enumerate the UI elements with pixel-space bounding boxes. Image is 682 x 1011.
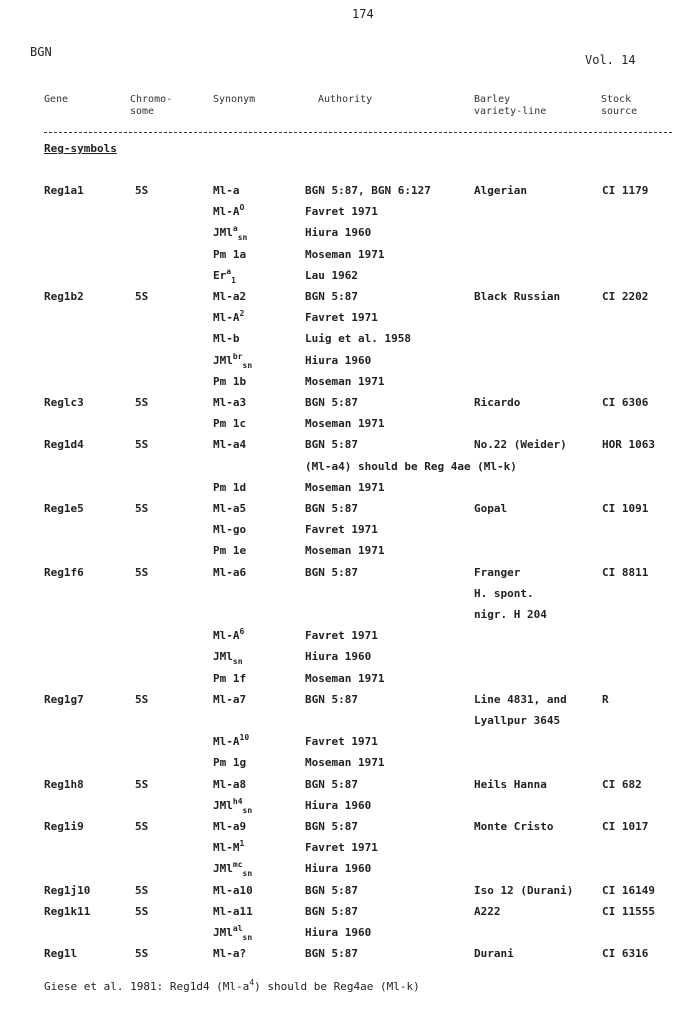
synonym-text: Pm 1e <box>213 544 247 557</box>
authority-cell: BGN 5:87, BGN 6:127 <box>305 184 431 197</box>
authority-cell: Hiura 1960 <box>305 226 372 239</box>
variety-cell: Lyallpur 3645 <box>474 714 561 727</box>
synonym-superscript: 1 <box>239 839 245 848</box>
stock-source-cell: CI 1179 <box>602 184 649 197</box>
gene-symbol: Reg1e5 <box>44 502 84 515</box>
variety-cell: Monte Cristo <box>474 820 554 833</box>
authority-cell: Favret 1971 <box>305 311 378 324</box>
synonym-text: JMl <box>213 799 233 812</box>
synonym-text: Ml-M <box>213 841 240 854</box>
synonym-cell <box>213 481 246 494</box>
chromosome-cell: 5S <box>135 693 149 706</box>
synonym-cell <box>213 650 243 666</box>
synonym-cell <box>213 267 236 285</box>
col-synonym-header: Synonym <box>213 94 256 105</box>
synonym-cell <box>213 375 246 388</box>
synonym-cell <box>213 544 246 557</box>
variety-cell: Durani <box>474 947 514 960</box>
authority-cell: BGN 5:87 <box>305 290 358 303</box>
synonym-superscript: a <box>232 224 238 233</box>
page-number: 174 <box>352 7 374 21</box>
authority-cell: Luig et al. 1958 <box>305 332 411 345</box>
synonym-cell <box>213 502 246 515</box>
synonym-text: Ml-a7 <box>213 693 247 706</box>
col-variety-header <box>474 94 546 118</box>
synonym-cell <box>213 290 246 303</box>
synonym-superscript: 10 <box>239 733 250 742</box>
gene-symbol: Reg1k11 <box>44 905 91 918</box>
synonym-text: Ml-A <box>213 735 240 748</box>
gene-symbol: Reglc3 <box>44 396 84 409</box>
authority-cell: Moseman 1971 <box>305 248 385 261</box>
synonym-cell <box>213 184 240 197</box>
synonym-cell <box>213 841 244 854</box>
gene-symbol: Reg1j10 <box>44 884 91 897</box>
variety-cell: Black Russian <box>474 290 561 303</box>
chromosome-cell: 5S <box>135 290 149 303</box>
variety-cell: Ricardo <box>474 396 521 409</box>
synonym-cell <box>213 523 246 536</box>
synonym-superscript: h4 <box>232 797 243 806</box>
footnote-suffix: ) should be Reg4ae (Ml-k) <box>254 980 420 993</box>
stock-source-cell: CI 2202 <box>602 290 649 303</box>
synonym-cell <box>213 311 244 324</box>
volume-label: Vol. 14 <box>585 53 636 67</box>
authority-cell: BGN 5:87 <box>305 947 358 960</box>
synonym-cell <box>213 756 246 769</box>
synonym-text: Pm 1b <box>213 375 247 388</box>
synonym-text: Ml-b <box>213 332 240 345</box>
synonym-subscript: sn <box>242 806 253 815</box>
footnote-prefix: Giese et al. 1981: Reg1d4 (Ml-a <box>44 980 250 993</box>
synonym-cell <box>213 332 240 345</box>
gene-symbol: Reg1l <box>44 947 78 960</box>
chromosome-cell: 5S <box>135 438 149 451</box>
synonym-cell <box>213 352 253 370</box>
synonym-text: Ml-A <box>213 311 240 324</box>
synonym-cell <box>213 205 244 218</box>
stock-source-cell: CI 1017 <box>602 820 649 833</box>
gene-symbol: Reg1i9 <box>44 820 84 833</box>
authority-cell: BGN 5:87 <box>305 438 358 451</box>
header-rule <box>44 132 672 133</box>
synonym-cell <box>213 778 246 791</box>
authority-cell: Favret 1971 <box>305 523 378 536</box>
authority-cell: BGN 5:87 <box>305 820 358 833</box>
synonym-cell <box>213 735 249 748</box>
authority-cell: Favret 1971 <box>305 205 378 218</box>
synonym-cell <box>213 248 246 261</box>
authority-cell: Hiura 1960 <box>305 799 372 812</box>
stock-source-cell: CI 11555 <box>602 905 655 918</box>
synonym-text: Pm 1d <box>213 481 247 494</box>
stock-source-cell: CI 8811 <box>602 566 649 579</box>
synonym-superscript: al <box>232 924 243 933</box>
col-stock-header <box>601 94 637 118</box>
authority-cell: Hiura 1960 <box>305 650 372 663</box>
synonym-subscript: sn <box>242 933 253 942</box>
journal-abbrev: BGN <box>30 45 52 59</box>
synonym-text: Ml-a? <box>213 947 247 960</box>
authority-cell: BGN 5:87 <box>305 396 358 409</box>
col-chromosome-header <box>130 94 172 118</box>
synonym-text: JMl <box>213 926 233 939</box>
stock-source-cell: CI 16149 <box>602 884 655 897</box>
synonym-superscript: 6 <box>239 627 245 636</box>
synonym-cell <box>213 924 253 942</box>
synonym-text: Ml-A <box>213 205 240 218</box>
synonym-text: Pm 1f <box>213 672 247 685</box>
col-variety-header-line2: variety-line <box>474 106 547 117</box>
authority-cell: Moseman 1971 <box>305 417 385 430</box>
synonym-text: JMl <box>213 226 233 239</box>
synonym-superscript: a <box>226 267 232 276</box>
variety-cell: Gopal <box>474 502 508 515</box>
synonym-cell <box>213 693 246 706</box>
authority-cell: Hiura 1960 <box>305 354 372 367</box>
chromosome-cell: 5S <box>135 396 149 409</box>
stock-source-cell: R <box>602 693 609 706</box>
col-chromosome-header-line1: Chromo- <box>130 94 173 105</box>
synonym-subscript: sn <box>232 657 243 666</box>
variety-cell: No.22 (Weider) <box>474 438 567 451</box>
stock-source-cell: CI 6316 <box>602 947 649 960</box>
variety-cell: nigr. H 204 <box>474 608 547 621</box>
synonym-text: Ml-a10 <box>213 884 253 897</box>
synonym-text: Pm 1g <box>213 756 247 769</box>
gene-symbol: Reg1f6 <box>44 566 84 579</box>
synonym-text: JMl <box>213 650 233 663</box>
authority-cell: Moseman 1971 <box>305 375 385 388</box>
synonym-text: Er <box>213 269 227 282</box>
synonym-cell <box>213 884 253 897</box>
authority-cell: Moseman 1971 <box>305 481 385 494</box>
chromosome-cell: 5S <box>135 947 149 960</box>
authority-cell: Moseman 1971 <box>305 672 385 685</box>
col-stock-header-line2: source <box>601 106 638 117</box>
authority-cell: BGN 5:87 <box>305 778 358 791</box>
stock-source-cell: CI 6306 <box>602 396 649 409</box>
chromosome-cell: 5S <box>135 566 149 579</box>
synonym-cell <box>213 860 253 878</box>
authority-cell: BGN 5:87 <box>305 566 358 579</box>
chromosome-cell: 5S <box>135 905 149 918</box>
synonym-cell <box>213 417 246 430</box>
variety-cell: Algerian <box>474 184 527 197</box>
gene-symbol: Reg1a1 <box>44 184 84 197</box>
stock-source-cell: HOR 1063 <box>602 438 655 451</box>
synonym-text: Ml-a <box>213 184 240 197</box>
variety-cell: A222 <box>474 905 501 918</box>
synonym-cell <box>213 797 253 815</box>
synonym-text: Ml-a5 <box>213 502 247 515</box>
variety-cell: Heils Hanna <box>474 778 547 791</box>
synonym-cell <box>213 947 246 960</box>
footnote <box>44 980 420 993</box>
synonym-subscript: sn <box>242 361 253 370</box>
authority-cell: Lau 1962 <box>305 269 358 282</box>
authority-cell: BGN 5:87 <box>305 502 358 515</box>
section-title: Reg-symbols <box>44 142 117 155</box>
col-chromosome-header-line2: some <box>130 106 155 117</box>
col-authority-header: Authority <box>318 94 373 105</box>
authority-cell: Favret 1971 <box>305 629 378 642</box>
synonym-cell <box>213 224 248 242</box>
col-gene-header: Gene <box>44 94 69 105</box>
synonym-text: JMl <box>213 354 233 367</box>
synonym-text: Pm 1a <box>213 248 247 261</box>
synonym-cell <box>213 629 244 642</box>
synonym-text: Ml-a4 <box>213 438 247 451</box>
synonym-cell <box>213 438 246 451</box>
synonym-superscript: O <box>239 203 245 212</box>
synonym-superscript: mc <box>232 860 243 869</box>
synonym-text: Pm 1c <box>213 417 247 430</box>
authority-cell: Moseman 1971 <box>305 544 385 557</box>
synonym-text: Ml-a11 <box>213 905 253 918</box>
footnote-sup: 4 <box>249 978 255 987</box>
synonym-cell <box>213 905 253 918</box>
synonym-subscript: sn <box>237 233 248 242</box>
synonym-cell <box>213 566 246 579</box>
authority-cell: Favret 1971 <box>305 841 378 854</box>
synonym-superscript: br <box>232 352 243 361</box>
variety-cell: Line 4831, and <box>474 693 567 706</box>
synonym-text: Ml-go <box>213 523 247 536</box>
chromosome-cell: 5S <box>135 502 149 515</box>
authority-cell: (Ml-a4) should be Reg 4ae (Ml-k) <box>305 460 517 473</box>
authority-cell: Favret 1971 <box>305 735 378 748</box>
chromosome-cell: 5S <box>135 184 149 197</box>
stock-source-cell: CI 1091 <box>602 502 649 515</box>
col-stock-header-line1: Stock <box>601 94 632 105</box>
authority-cell: Moseman 1971 <box>305 756 385 769</box>
synonym-cell <box>213 820 246 833</box>
gene-symbol: Reg1g7 <box>44 693 84 706</box>
synonym-text: Ml-a2 <box>213 290 247 303</box>
col-variety-header-line1: Barley <box>474 94 511 105</box>
synonym-text: Ml-a9 <box>213 820 247 833</box>
synonym-cell <box>213 672 246 685</box>
synonym-text: Ml-A <box>213 629 240 642</box>
variety-cell: Franger <box>474 566 521 579</box>
synonym-text: Ml-a3 <box>213 396 247 409</box>
synonym-text: Ml-a6 <box>213 566 247 579</box>
gene-symbol: Reg1d4 <box>44 438 84 451</box>
stock-source-cell: CI 682 <box>602 778 642 791</box>
chromosome-cell: 5S <box>135 778 149 791</box>
synonym-text: JMl <box>213 862 233 875</box>
variety-cell: Iso 12 (Durani) <box>474 884 574 897</box>
synonym-text: Ml-a8 <box>213 778 247 791</box>
authority-cell: Hiura 1960 <box>305 926 372 939</box>
chromosome-cell: 5S <box>135 884 149 897</box>
synonym-subscript: sn <box>242 869 253 878</box>
authority-cell: BGN 5:87 <box>305 905 358 918</box>
variety-cell: H. spont. <box>474 587 534 600</box>
authority-cell: Hiura 1960 <box>305 862 372 875</box>
synonym-cell <box>213 396 246 409</box>
authority-cell: BGN 5:87 <box>305 693 358 706</box>
synonym-superscript: 2 <box>239 309 245 318</box>
chromosome-cell: 5S <box>135 820 149 833</box>
synonym-subscript: 1 <box>231 276 236 285</box>
authority-cell: BGN 5:87 <box>305 884 358 897</box>
gene-symbol: Reg1h8 <box>44 778 84 791</box>
gene-symbol: Reg1b2 <box>44 290 84 303</box>
